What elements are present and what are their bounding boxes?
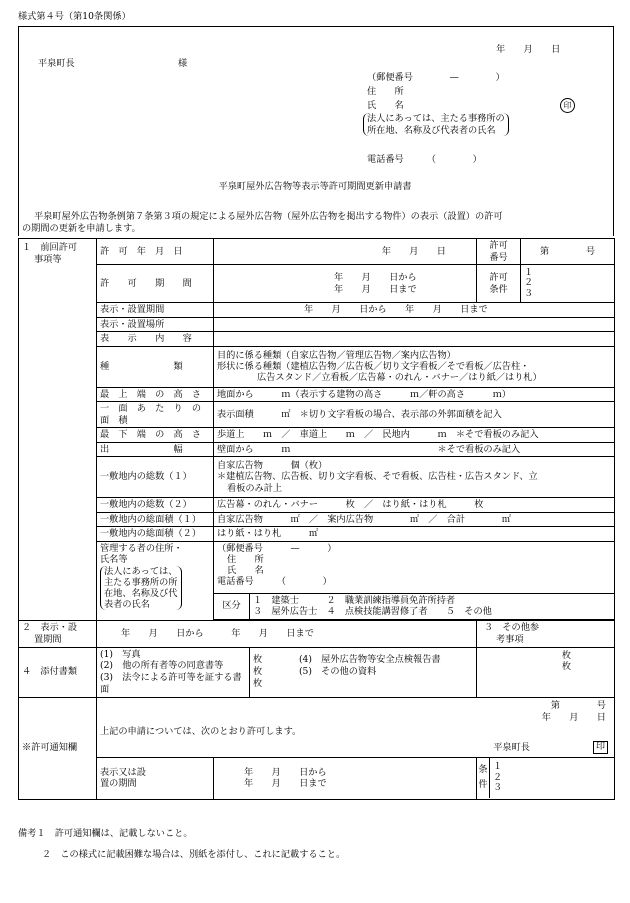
addressee-honorific: 様 (178, 58, 188, 69)
total-area-2-label: 一敷地内の総面積（２） (97, 527, 214, 542)
section-1-label: １ 前回許可 事項等 (19, 239, 97, 621)
display-place-value[interactable] (214, 317, 615, 332)
permit-conditions-list[interactable] (521, 265, 615, 303)
list-item: (2) 他の所有者等の同意書等 (100, 660, 224, 672)
notice-mayor: 平泉町長 (493, 741, 530, 753)
intro-line-1: 平泉町屋外広告物条例第７条第３項の規定による屋外広告物（屋外広告物を掲出する物件）の表示（設置）の許可 (34, 211, 503, 222)
application-table (18, 238, 615, 800)
bottom-height-value[interactable]: 歩道上 ｍ ／ 車道上 ｍ ／ 民地内 ｍ ＊そで看板のみ記入 (214, 428, 615, 443)
permit-number-label: 許可 番号 (477, 239, 521, 265)
applicant-seal: 印 (560, 98, 575, 113)
section-2-label: ２ 表示・設 置期間 (19, 620, 97, 647)
permit-number-value[interactable]: 第 号 (521, 239, 615, 265)
addressee: 平泉町長 (38, 58, 75, 69)
notice-period-value: 年 月 日から 年 月 日まで (214, 757, 477, 799)
applicant-phone[interactable]: 電話番号 （ ） (367, 154, 482, 165)
section-2-value[interactable]: 年 月 日から 年 月 日まで (97, 620, 477, 647)
applicant-corp-note: 法人にあっては、主たる事務所の 所在地、名称及び代表者の氏名 (363, 113, 509, 136)
area-label: 一 面 あ た り の 面 積 (97, 402, 214, 428)
total-count-2-label: 一敷地内の総数（２） (97, 498, 214, 513)
section-3-label[interactable]: ３ その他参 考事項 (477, 620, 615, 647)
footer-note-1: 備考１ 許可通知欄は、記載しないこと。 (18, 828, 193, 839)
notice-text: 上記の申請については、次のとおり許可します。 (100, 725, 302, 737)
applicant-address[interactable]: 住 所 (367, 86, 404, 97)
total-area-1-value[interactable]: 自家広告物 ㎡ ／ 案内広告物 ㎡ ／ 合計 ㎡ (214, 512, 615, 527)
permit-conditions-label: 許可 条件 (477, 265, 521, 303)
notice-label: ※許可通知欄 (19, 697, 97, 799)
notice-date: 年 月 日 (541, 711, 606, 723)
top-height-label: 最 上 端 の 高 さ (97, 387, 214, 402)
list-item: ２ (524, 277, 534, 289)
notice-number: 第 号 (550, 699, 606, 711)
qualification-class-label: 区分 (214, 593, 250, 619)
list-item: ３ (493, 782, 503, 794)
attachments-left[interactable] (97, 647, 250, 697)
attachments-middle[interactable]: 枚 (4) 屋外広告物等安全点検報告書 枚 (5) その他の資料 枚 (250, 647, 477, 697)
permit-period-value[interactable]: 年 月 日から 年 月 日まで (214, 265, 477, 303)
notice-period-label: 表示又は設 置の期間 (97, 757, 214, 799)
total-count-1-label: 一敷地内の総数（１） (97, 457, 214, 498)
total-count-1-value[interactable]: 自家広告物 個（枚） ＊建植広告物、広告板、切り文字看板、そで看板、広告柱・広告スタンド、立 看板のみ計上 (214, 457, 615, 498)
display-content-label: 表 示 内 容 (97, 332, 214, 347)
section-4-label: ４ 添付書類 (19, 647, 97, 697)
projection-value[interactable]: 壁面から ｍ ＊そで看板のみ記入 (214, 442, 615, 457)
qualification-class-options[interactable]: １ 建築士 ２ 職業訓練指導員免許所持者 ３ 屋外広告士 ４ 点検技能講習修了者 ５ その他 (250, 593, 615, 619)
list-item: １ (524, 266, 534, 278)
total-area-1-label: 一敷地内の総面積（１） (97, 512, 214, 527)
total-count-2-value[interactable]: 広告幕・のれん・バナー 枚 ／ はり紙・はり札 枚 (214, 498, 615, 513)
notice-conditions: 条 件 １ ２ ３ (477, 757, 615, 799)
header-box (18, 26, 614, 236)
notice-header (97, 697, 615, 757)
bottom-height-label: 最 下 端 の 高 さ (97, 428, 214, 443)
form-title: 平泉町屋外広告物等表示等許可期間更新申請書 (218, 181, 412, 192)
attachments-right-units[interactable]: 枚 枚 (477, 647, 615, 697)
display-period-value[interactable]: 年 月 日から 年 月 日まで (214, 303, 615, 318)
manager-label: 管理する者の住所・ 氏名等 法人にあっては、 主たる事務所の所 在地、名称及び代 表者の氏名 (97, 541, 214, 620)
footer-note-2: ２ この様式に記載困難な場合は、別紙を添付し、これに記載すること。 (42, 849, 346, 860)
notice-seal: 印 (593, 741, 608, 754)
top-height-value[interactable]: 地面から ｍ（表示する建物の高さ ｍ／軒の高さ ｍ） (214, 387, 615, 402)
type-label: 種 類 (97, 346, 214, 387)
area-value[interactable]: 表示面積 ㎡ ＊切り文字看板の場合、表示部の外郭面積を記入 (214, 402, 615, 428)
display-content-value[interactable] (214, 332, 615, 347)
projection-label: 出 幅 (97, 442, 214, 457)
intro-line-2: の期間の更新を申請します。 (22, 223, 141, 234)
permit-date-value[interactable]: 年 月 日 (214, 239, 477, 265)
application-date: 年 月 日 (496, 44, 561, 55)
applicant-postal[interactable]: （郵便番号 — ） (367, 72, 505, 83)
list-item: １ (493, 761, 503, 773)
applicant-name[interactable]: 氏 名 (367, 100, 404, 111)
display-place-label: 表示・設置場所 (97, 317, 214, 332)
total-area-2-value[interactable]: はり紙・はり札 ㎡ (214, 527, 615, 542)
list-item: (3) 法令による許可等を証する書面 (100, 672, 242, 695)
list-item: ３ (524, 287, 534, 299)
form-id: 様式第４号（第10条関係） (18, 11, 131, 22)
display-period-label: 表示・設置期間 (97, 303, 214, 318)
manager-info[interactable]: （郵便番号 — ） 住 所 氏 名 電話番号 （ ） (214, 541, 615, 593)
permit-date-label: 許 可 年 月 日 (97, 239, 214, 265)
list-item: (1) 写真 (100, 648, 141, 660)
type-value[interactable]: 目的に係る種類（自家広告物／管理広告物／案内広告物） 形状に係る種類（建植広告物／広告板／切り文字看板／そで看板／広告柱・ 広告スタンド／立看板／広告幕・のれん・バナー／はり紙／はり札） (214, 346, 615, 387)
permit-period-label: 許 可 期 間 (97, 265, 214, 303)
list-item: ２ (493, 771, 503, 783)
